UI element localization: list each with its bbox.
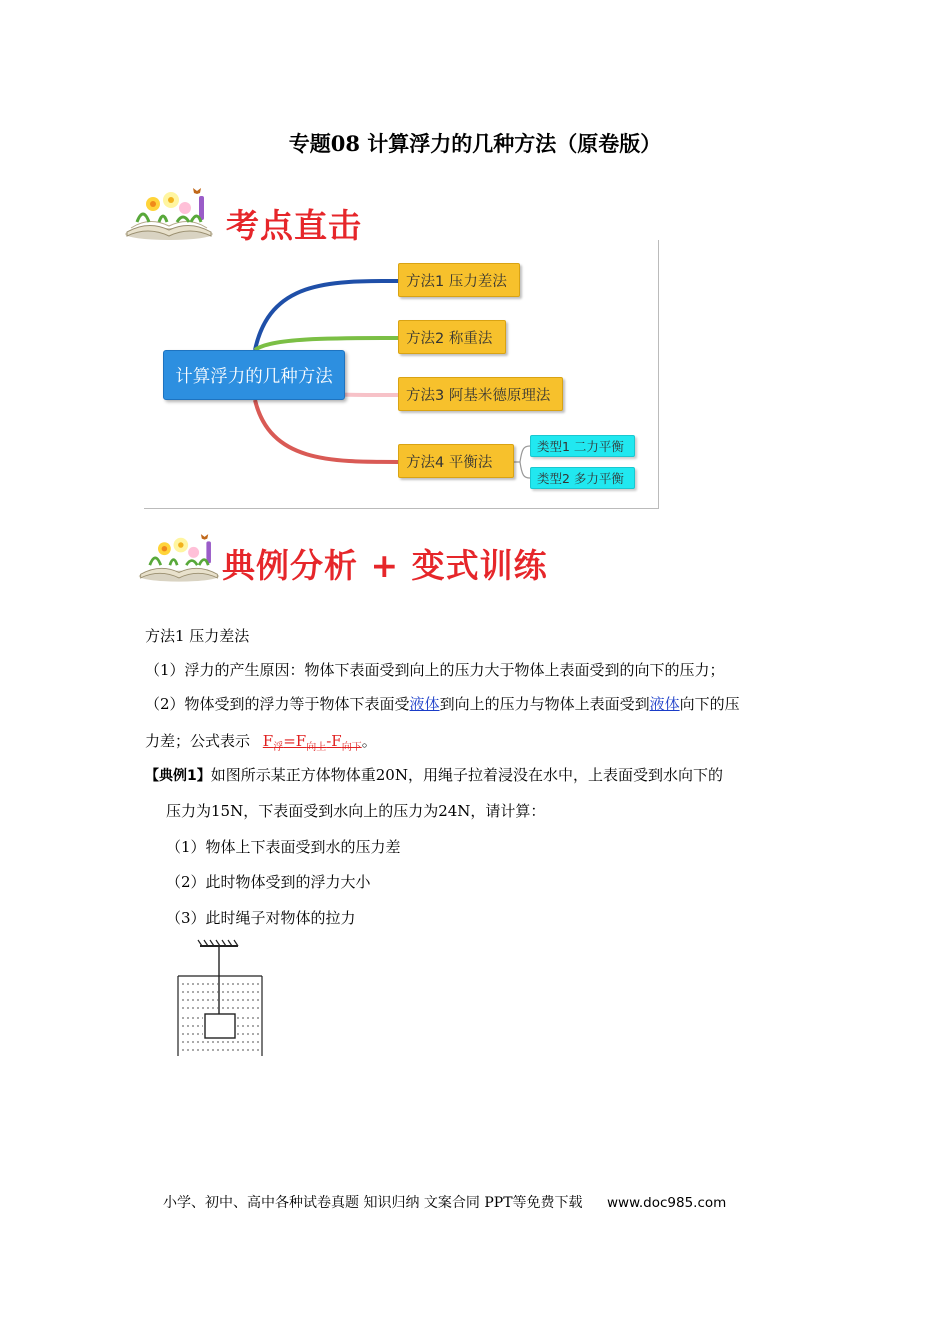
link-liquid-2[interactable]: 液体 [649,695,680,713]
buoyancy-formula: $F_浮=F_{向上}-F_{向下}$ [262,732,362,753]
figure-block-in-water [170,938,270,1060]
example-label: 【典例1】 [145,768,211,784]
section-banner-kaodian: 考点直击 [226,206,362,245]
mindmap-subtype-1: 类型1 二力平衡 [530,435,635,457]
mindmap-method-1: 方法1 压力差法 [398,263,520,297]
question-3: （3）此时绳子对物体的拉力 [166,909,356,927]
mindmap-root: 计算浮力的几种方法 [163,350,345,400]
link-liquid-1[interactable]: 液体 [409,695,440,713]
footer [163,1192,726,1212]
branch-2-line [255,338,398,350]
example-text-1: 如图所示某正方体物体重20N，用绳子拉着浸没在水中，上表面受到水向下的 [210,766,723,784]
mindmap-method-3: 方法3 阿基米德原理法 [398,377,563,411]
page-title: 专题08 计算浮力的几种方法（原卷版） [288,131,662,156]
paragraph-3-end: 。 [361,732,377,750]
paragraph-2-text-b: 到向上的压力与物体上表面受到 [439,695,650,713]
paragraph-2-text-c: 向下的压 [679,695,740,713]
paragraph-2-text-a: （2）物体受到的浮力等于物体下表面受 [145,695,410,713]
book-icon [137,528,221,584]
paragraph-2 [145,693,740,714]
footer-url[interactable]: www.doc985.com [606,1195,727,1211]
example-1-line-2: 压力为15N，下表面受到水向上的压力为24N，请计算： [166,802,546,820]
mindmap-method-2: 方法2 称重法 [398,320,506,354]
branch-4-line [255,400,398,462]
paragraph-3-text: 力差；公式表示 [145,732,251,750]
example-1-line-1 [145,764,723,785]
method-heading: 方法1 压力差法 [145,627,250,645]
paragraph-3 [145,730,377,753]
section-banner-dianli: 典例分析 + 变式训练 [222,546,548,585]
subtype-connector [514,446,530,478]
footer-text: 小学、初中、高中各种试卷真题 知识归纳 文案合同 PPT等免费下载 [163,1195,583,1211]
question-2: （2）此时物体受到的浮力大小 [166,873,371,891]
mindmap-method-4: 方法4 平衡法 [398,444,514,478]
paragraph-1: （1）浮力的产生原因：物体下表面受到向上的压力大于物体上表面受到的向下的压力； [145,661,725,679]
mindmap-subtype-2: 类型2 多力平衡 [530,467,635,489]
question-1: （1）物体上下表面受到水的压力差 [166,838,401,856]
